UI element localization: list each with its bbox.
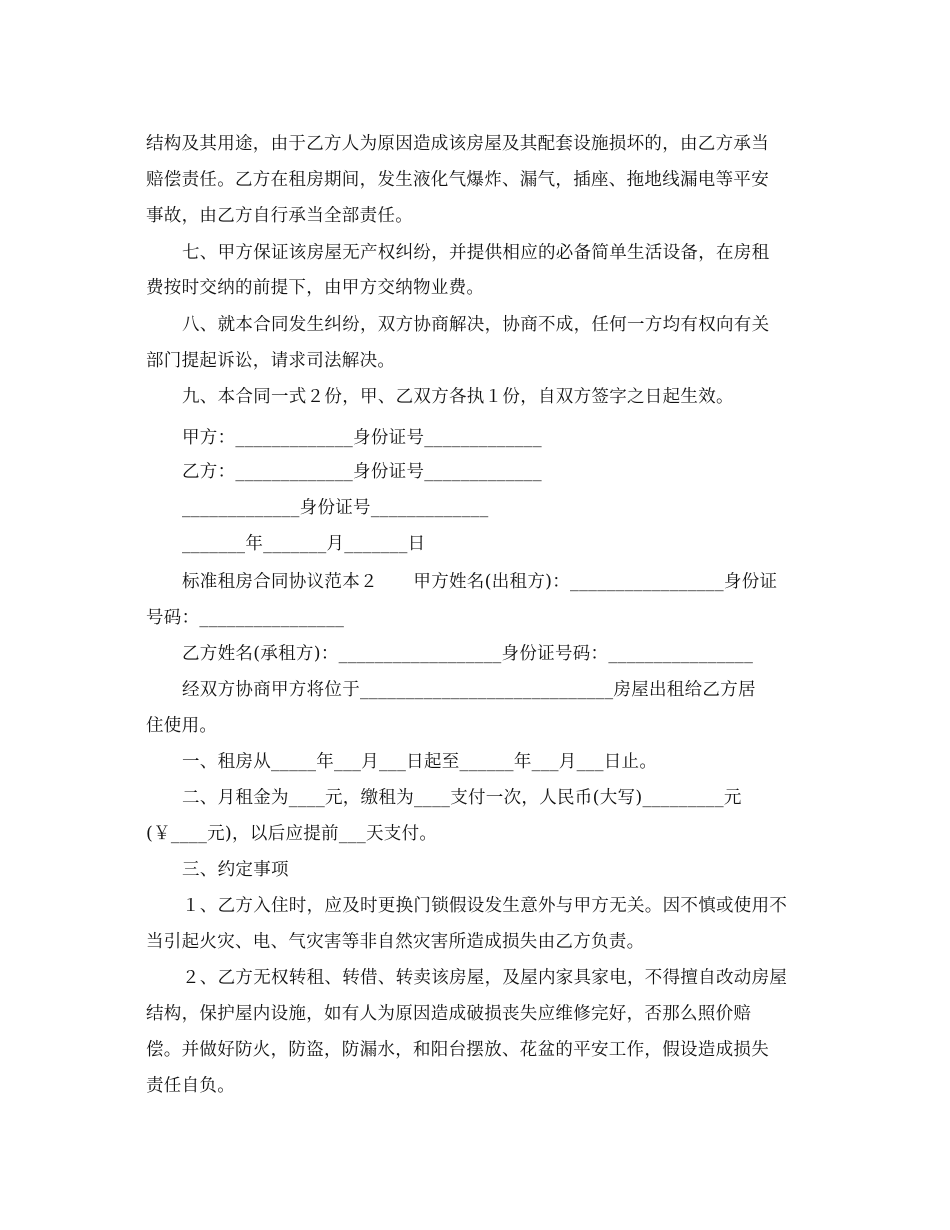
text-line: 结构及其用途，由于乙方人为原因造成该房屋及其配套设施损坏的，由乙方承当 <box>146 134 769 154</box>
text-line: 七、甲方保证该房屋无产权纠纷，并提供相应的必备简单生活设备，在房租 <box>182 243 770 263</box>
text-line: 号码：________________ <box>146 608 345 628</box>
text-line: 费按时交纳的前提下，由甲方交纳物业费。 <box>146 278 485 298</box>
text-line: ２、乙方无权转租、转借、转卖该房屋，及屋内家具家电，不得擅自改动房屋 <box>182 968 788 988</box>
text-line: 事故，由乙方自行承当全部责任。 <box>146 206 413 226</box>
id-signature-line: _____________身份证号_____________ <box>182 498 489 518</box>
text-line: 赔偿责任。乙方在租房期间，发生液化气爆炸、漏气，插座、拖地线漏电等平安 <box>146 170 769 190</box>
text-line: 标准租房合同协议范本２ 甲方姓名(出租方)：_________________身份证 <box>182 572 778 592</box>
text-line: １、乙方入住时，应及时更换门锁假设发生意外与甲方无关。因不慎或使用不 <box>182 896 788 916</box>
text-line: 结构，保护屋内设施，如有人为原因造成破损丧失应维修完好，否那么照价赔 <box>146 1004 752 1024</box>
section-heading: 三、约定事项 <box>182 860 289 880</box>
date-line: _______年_______月_______日 <box>182 534 426 554</box>
text-line: 乙方姓名(承租方)：__________________身份证号码：________________ <box>182 644 754 664</box>
text-line: 部门提起诉讼，请求司法解决。 <box>146 351 396 371</box>
text-line: 经双方协商甲方将位于____________________________房屋出租给乙方居 <box>182 680 756 700</box>
text-line: (￥____元)，以后应提前___天支付。 <box>146 824 438 844</box>
party-a-signature-line: 甲方：_____________身份证号_____________ <box>182 428 542 448</box>
text-line: 九、本合同一式２份，甲、乙双方各执１份，自双方签字之日起生效。 <box>182 387 734 407</box>
text-line: 偿。并做好防火，防盗，防漏水，和阳台摆放、花盆的平安工作，假设造成损失 <box>146 1040 769 1060</box>
text-line: 二、月租金为____元，缴租为____支付一次，人民币(大写)_________元 <box>182 788 742 808</box>
text-line: 八、就本合同发生纠纷，双方协商解决，协商不成，任何一方均有权向有关 <box>182 315 770 335</box>
text-line: 一、租房从_____年___月___日起至______年___月___日止。 <box>182 752 658 772</box>
party-b-signature-line: 乙方：_____________身份证号_____________ <box>182 462 542 482</box>
text-line: 当引起火灾、电、气灾害等非自然灾害所造成损失由乙方负责。 <box>146 932 645 952</box>
text-line: 住使用。 <box>146 716 218 736</box>
text-line: 责任自负。 <box>146 1076 235 1096</box>
